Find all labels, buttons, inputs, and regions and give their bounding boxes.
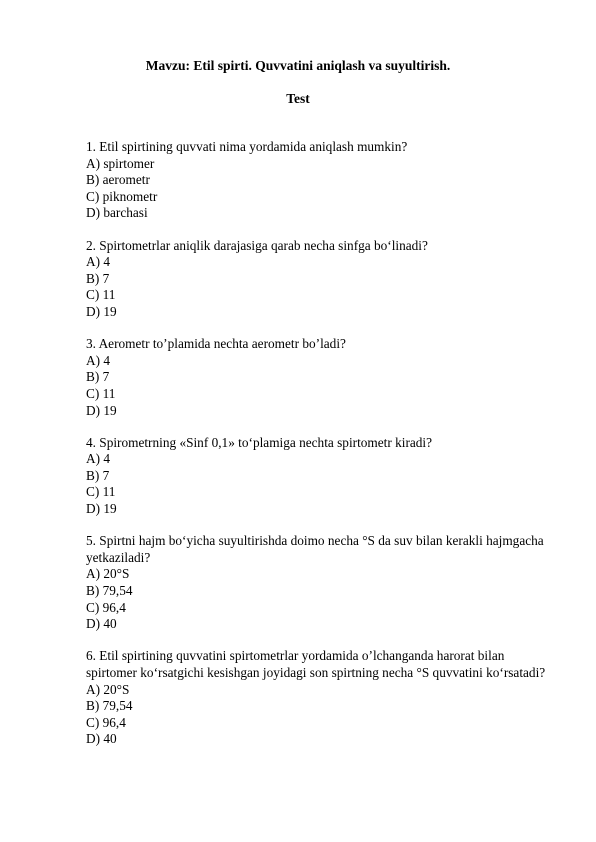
answer-option-c: C) piknometr: [86, 188, 158, 204]
answer-option-d: D) 40: [86, 731, 117, 747]
answer-option-a: A) 4: [86, 254, 111, 270]
answer-option-b: B) 79,54: [86, 583, 133, 599]
answer-option-b: B) aerometr: [86, 172, 150, 188]
answer-option-a: A) 4: [86, 352, 111, 368]
question-text: 5. Spirtni hajm bo‘yicha suyultirishda doimo necha °S da suv bilan kerakli hajmgacha yetkaziladi?: [86, 533, 544, 565]
answer-option-a: A) spirtomer: [86, 155, 155, 171]
answer-option-d: D) barchasi: [86, 205, 148, 221]
answer-option-d: D) 19: [86, 303, 117, 319]
answer-option-b: B) 79,54: [86, 698, 133, 714]
question-3: [86, 336, 546, 419]
answer-option-d: D) 40: [86, 616, 117, 632]
answer-option-c: C) 11: [86, 385, 116, 401]
answer-option-b: B) 7: [86, 270, 110, 286]
question-1: [86, 139, 546, 222]
answer-option-c: C) 96,4: [86, 599, 126, 615]
answer-option-a: A) 20°S: [86, 566, 130, 582]
answer-option-d: D) 19: [86, 402, 117, 418]
answer-option-c: C) 11: [86, 287, 116, 303]
question-5: [86, 533, 546, 633]
question-text: 4. Spirometrning «Sinf 0,1» to‘plamiga nechta spirtometr kiradi?: [86, 434, 433, 450]
answer-option-b: B) 7: [86, 369, 110, 385]
answer-option-a: A) 4: [86, 451, 111, 467]
answer-option-d: D) 19: [86, 501, 117, 517]
question-text: 3. Aerometr to’plamida nechta aerometr bo’ladi?: [86, 336, 346, 352]
document-subtitle: Test: [286, 91, 310, 106]
question-2: [86, 238, 546, 321]
question-text: 1. Etil spirtining quvvati nima yordamida aniqlash mumkin?: [86, 139, 408, 154]
answer-option-a: A) 20°S: [86, 681, 130, 697]
question-4: [86, 435, 546, 518]
question-text: 6. Etil spirtining quvvatini spirtometrlar yordamida o’lchanganda harorat bilan spirtomer ko‘rsatgichi kesishgan joyidagi son spirtning necha °S quvvatini ko‘rsatadi?: [86, 648, 546, 680]
answer-option-c: C) 96,4: [86, 714, 126, 730]
document-title: Mavzu: Etil spirti. Quvvatini aniqlash va suyultirish.: [145, 58, 451, 73]
answer-option-c: C) 11: [86, 484, 116, 500]
question-text: 2. Spirtometrlar aniqlik darajasiga qarab necha sinfga bo‘linadi?: [86, 237, 428, 253]
answer-option-b: B) 7: [86, 467, 110, 483]
question-6: [86, 648, 546, 748]
question-list: [86, 139, 546, 764]
